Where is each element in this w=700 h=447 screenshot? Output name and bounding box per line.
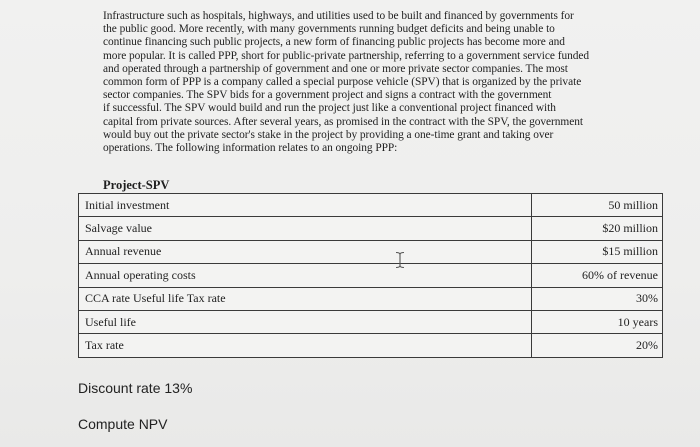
table-row — [79, 287, 663, 310]
row-label: Annual revenue — [79, 240, 532, 263]
passage-line: operations. The following information relates to an ongoing PPP: — [103, 141, 398, 154]
passage-line: continue financing such public projects, a new form of financing public projects has become more and — [103, 36, 565, 49]
passage-line: the public good. More recently, with many governments running budget deficits and being unable to — [103, 23, 555, 36]
text-cursor-icon — [395, 251, 405, 269]
passage-line: more popular. It is called PPP, short for public-private partnership, referring to a government service funded — [103, 49, 590, 62]
row-label: Initial investment — [79, 194, 532, 217]
row-value: $20 million — [532, 217, 663, 240]
passage-line: capital from private sources. After several years, as promised in the contract with the SPV, the government — [103, 115, 583, 128]
passage-line: Infrastructure such as hospitals, highways, and utilities used to be built and financed by governments for — [103, 10, 574, 22]
row-value: 10 years — [532, 310, 663, 333]
passage-line: common form of PPP is a company called a special purpose vehicle (SPV) that is organized by the private — [103, 75, 582, 88]
row-value: 60% of revenue — [532, 264, 663, 287]
problem-passage — [103, 10, 663, 155]
passage-line: and operated through a partnership of government and one or more private sector companies. The most — [103, 62, 568, 75]
row-label: CCA rate Useful life Tax rate — [79, 287, 532, 310]
discount-rate-text: Discount rate 13% — [78, 380, 193, 396]
row-label: Tax rate — [79, 334, 532, 357]
row-label: Annual operating costs — [79, 264, 532, 287]
row-value: 50 million — [532, 194, 663, 217]
table-row — [79, 310, 663, 333]
project-info-table — [78, 193, 663, 358]
table-row — [79, 194, 663, 217]
row-value: 30% — [532, 287, 663, 310]
table-row — [79, 217, 663, 240]
row-value: $15 million — [532, 240, 663, 263]
row-label: Salvage value — [79, 217, 532, 240]
passage-line: sector companies. The SPV bids for a government project and signs a contract with the government — [103, 89, 552, 102]
passage-line: if successful. The SPV would build and run the project just like a conventional project financed with — [103, 102, 556, 115]
table-title: Project-SPV — [103, 178, 170, 192]
row-value: 20% — [532, 334, 663, 357]
passage-line: would buy out the private sector's stake in the project by providing a one-time grant and taking over — [103, 128, 554, 141]
row-label: Useful life — [79, 310, 532, 333]
table-row — [79, 334, 663, 357]
compute-npv-text: Compute NPV — [78, 416, 168, 432]
table-row — [79, 240, 663, 263]
table-row — [79, 264, 663, 287]
